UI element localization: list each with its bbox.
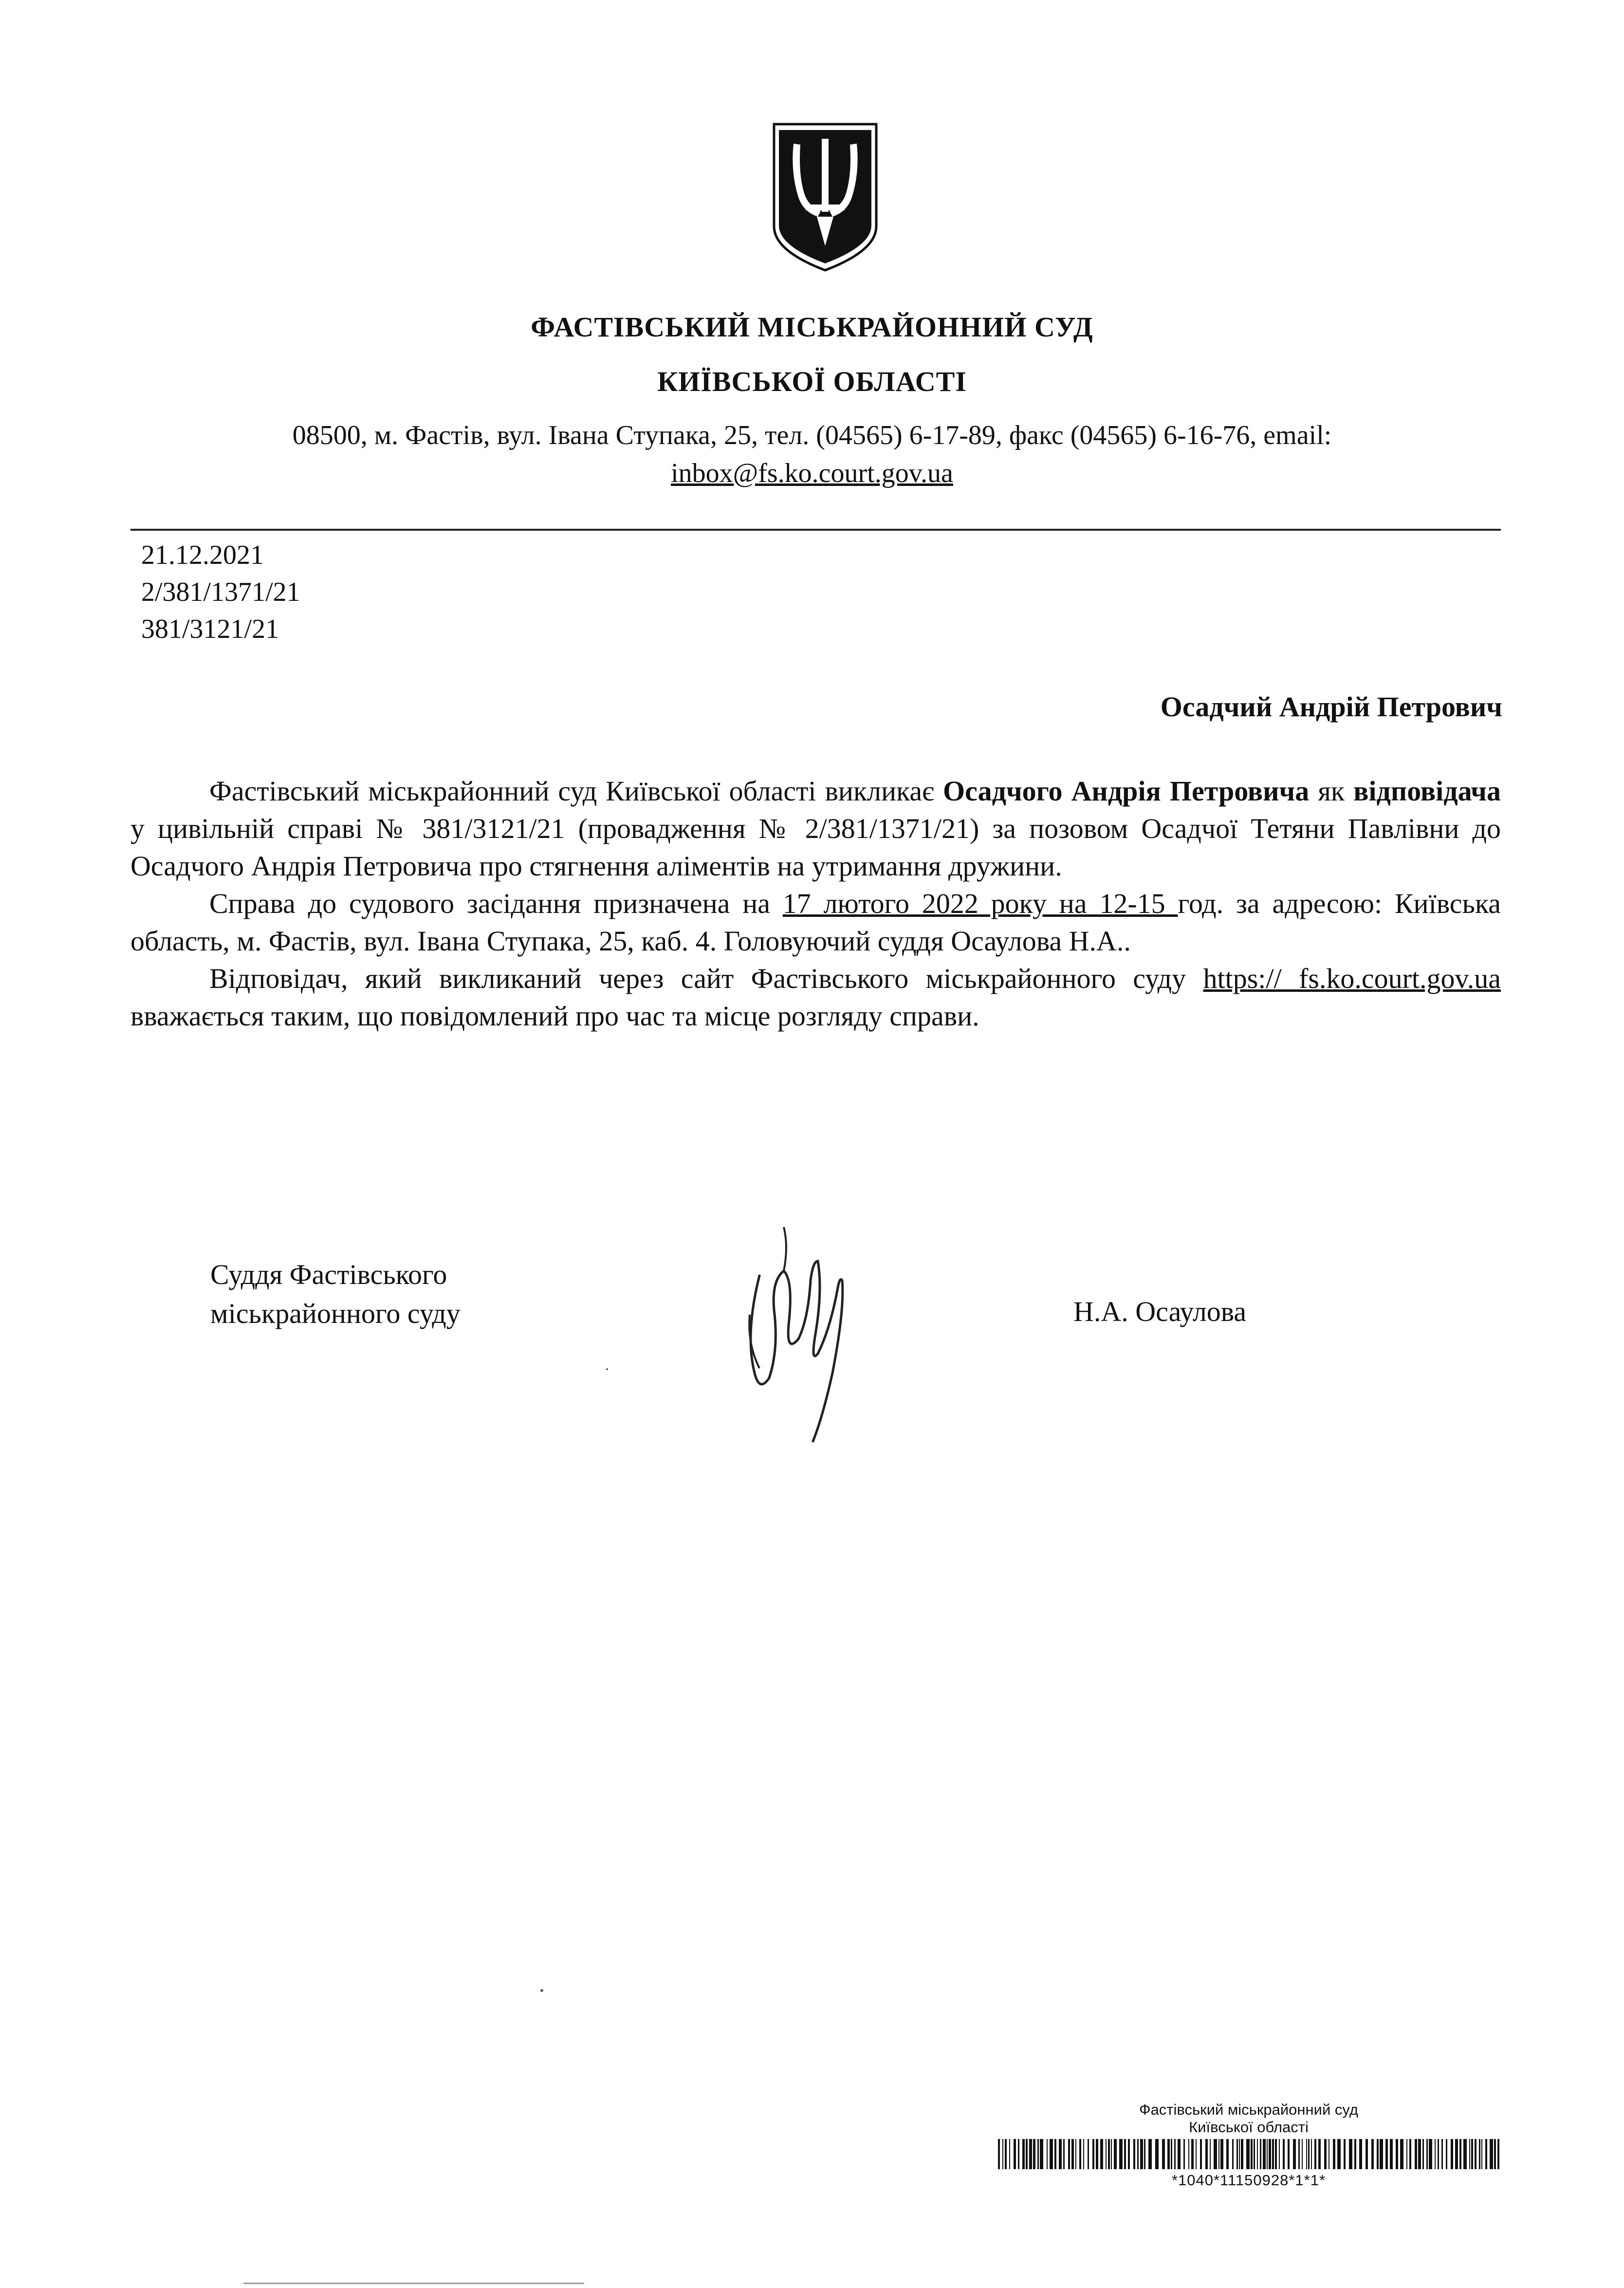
court-email-link[interactable]: inbox@fs.ko.court.gov.ua (671, 458, 953, 488)
registration-stamp (998, 2101, 1499, 2189)
defendant-name: Осадчого Андрія Петровича (943, 775, 1310, 807)
scan-edge-mark (243, 2283, 584, 2284)
scan-speck (540, 1989, 543, 1992)
document-meta (141, 537, 300, 648)
stamp-court-line2: Київської області (1189, 2119, 1309, 2136)
stamp-court-line1: Фастівський міськрайонний суд (1139, 2101, 1358, 2118)
paragraph-summons (130, 772, 1501, 885)
paragraph-hearing (130, 885, 1501, 960)
case-number: 381/3121/21 (141, 614, 279, 644)
header-divider (130, 529, 1501, 531)
scan-speck (606, 1368, 608, 1370)
stamp-registration-code: *1040*11150928*1*1* (1171, 2172, 1326, 2189)
signer-name: Н.А. Осаулова (1073, 1296, 1247, 1327)
handwritten-signature (730, 1217, 847, 1490)
court-email-line (0, 458, 1624, 489)
coat-of-arms-icon (769, 119, 881, 275)
text: Справа до судового засідання призначена на (209, 888, 783, 919)
hearing-datetime: 17 лютого 2022 року на 12-15 (782, 888, 1178, 919)
outgoing-number: 2/381/1371/21 (141, 577, 300, 607)
court-name-line2: КИЇВСЬКОЇ ОБЛАСТІ (657, 366, 967, 397)
signer-title-line2: міськрайонного суду (210, 1298, 461, 1329)
addressee-name: Осадчий Андрій Петрович (1160, 691, 1502, 723)
signer-title (210, 1255, 461, 1333)
court-name-line1: ФАСТІВСЬКИЙ МІСЬКРАЙОННИЙ СУД (531, 311, 1093, 343)
text: Відповідач, який викликаний через сайт Фастівського міськрайонного суду (209, 963, 1203, 994)
defendant-role: відповідача (1353, 775, 1501, 807)
text: Фастівський міськрайонний суд Київської області викликає (209, 775, 943, 807)
text: год. за адресою: Київська область, м. Фастів, вул. Івана Ступака, 25, каб. 4. Головуючий суддя Осаулова Н.А.. (130, 888, 1501, 957)
text: як (1309, 775, 1354, 807)
text: вважається таким, що повідомлений про час та місце розгляду справи. (130, 1000, 979, 1032)
document-date: 21.12.2021 (141, 540, 264, 570)
paragraph-notification (130, 960, 1501, 1035)
court-website-link[interactable]: https:// fs.ko.court.gov.ua (1203, 963, 1501, 994)
notice-body (130, 772, 1501, 1035)
court-address: 08500, м. Фастів, вул. Івана Ступака, 25, тел. (04565) 6-17-89, факс (04565) 6-16-76, email: (292, 420, 1332, 450)
text: у цивільній справі № 381/3121/21 (провадження № 2/381/1371/21) за позовом Осадчої Тетяни Павлівни до Осадчого Андрія Петровича про стягнення аліментів на утримання дружини. (130, 813, 1501, 882)
signer-title-line1: Суддя Фастівського (210, 1259, 447, 1290)
barcode-icon (998, 2139, 1499, 2169)
